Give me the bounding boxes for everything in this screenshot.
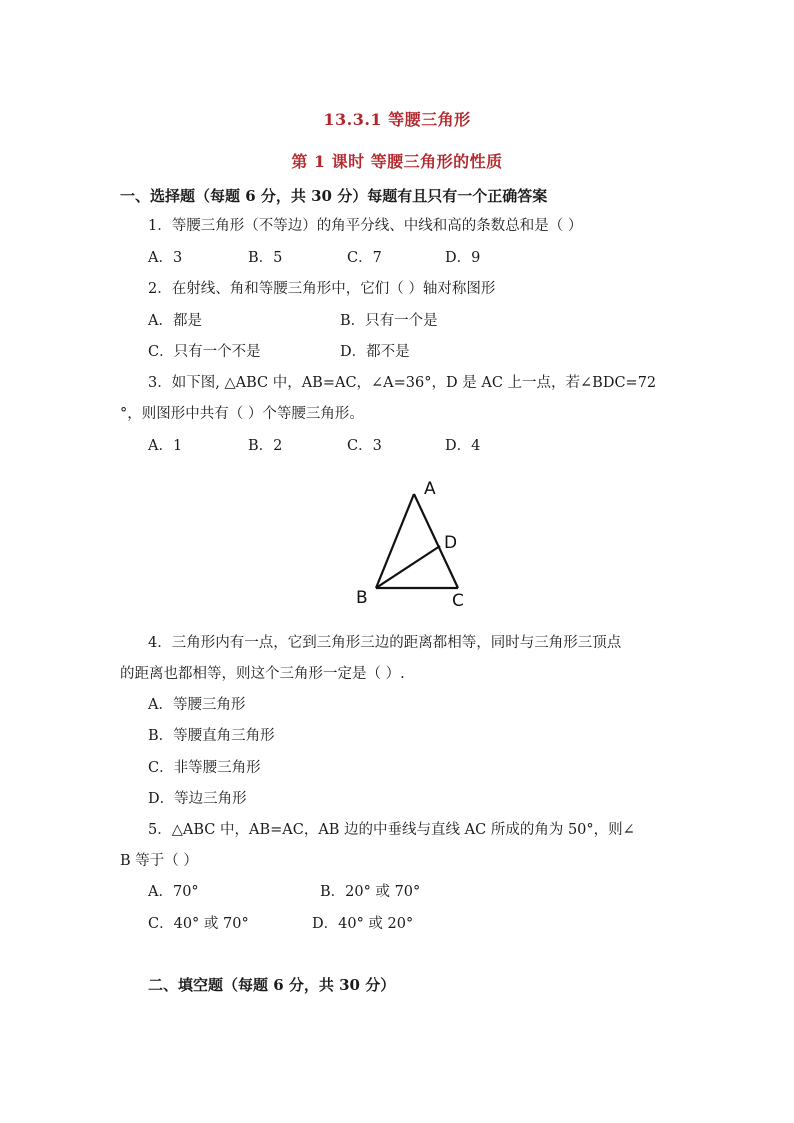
question-2-option-d: D．都不是: [340, 344, 410, 360]
question-1-option-d: D．9: [445, 250, 481, 266]
vertex-label-d: D: [444, 533, 458, 553]
question-3-option-a: A．1: [148, 438, 183, 454]
question-4-option-b: B．等腰直角三角形: [148, 728, 275, 744]
vertex-label-c: C: [452, 591, 464, 611]
question-1-option-c: C．7: [347, 250, 382, 266]
question-2-option-a: A．都是: [148, 313, 202, 329]
question-2-stem: 2．在射线、角和等腰三角形中，它们（ ）轴对称图形: [148, 281, 496, 297]
question-5-option-b: B．20° 或 70°: [320, 884, 421, 900]
question-5-option-a: A．70°: [148, 884, 199, 900]
question-3-option-b: B．2: [248, 438, 283, 454]
question-4-option-a: A．等腰三角形: [148, 697, 246, 713]
question-4-stem-line-1: 4．三角形内有一点，它到三角形三边的距离都相等，同时与三角形三顶点: [148, 635, 622, 651]
question-5-stem-line-2: B 等于（ ）: [120, 853, 198, 869]
triangle-figure: [352, 472, 472, 612]
page-title: 13.3.1 等腰三角形: [323, 110, 471, 129]
question-3-stem-line-2: °，则图形中共有（ ）个等腰三角形。: [120, 406, 364, 422]
vertex-label-a: A: [424, 479, 436, 499]
question-3-option-c: C．3: [347, 438, 382, 454]
question-5-stem-line-1: 5．△ABC 中，AB=AC，AB 边的中垂线与直线 AC 所成的角为 50°，则∠: [148, 822, 635, 838]
page-subtitle: 第 1 课时 等腰三角形的性质: [291, 152, 503, 171]
question-4-stem-line-2: 的距离也都相等，则这个三角形一定是（ ）.: [120, 666, 405, 682]
vertex-label-b: B: [356, 588, 368, 608]
question-4-option-c: C．非等腰三角形: [148, 760, 261, 776]
question-4-option-d: D．等边三角形: [148, 791, 247, 807]
question-5-option-c: C．40° 或 70°: [148, 916, 249, 932]
question-3-option-d: D．4: [445, 438, 481, 454]
question-2-option-c: C．只有一个不是: [148, 344, 261, 360]
question-5-option-d: D．40° 或 20°: [312, 916, 414, 932]
section-heading-fill-blank: 二、填空题（每题 6 分，共 30 分）: [148, 976, 396, 994]
section-heading-choice: 一、选择题（每题 6 分，共 30 分）每题有且只有一个正确答案: [120, 187, 548, 205]
side-ab: [376, 494, 414, 588]
question-2-option-b: B．只有一个是: [340, 313, 438, 329]
question-1-option-b: B．5: [248, 250, 283, 266]
question-3-stem-line-1: 3．如下图, △ABC 中，AB=AC，∠A=36°，D 是 AC 上一点，若∠BDC=72: [148, 375, 657, 391]
question-1-option-a: A．3: [148, 250, 183, 266]
question-1-stem: 1．等腰三角形（不等边）的角平分线、中线和高的条数总和是（ ）: [148, 218, 583, 234]
